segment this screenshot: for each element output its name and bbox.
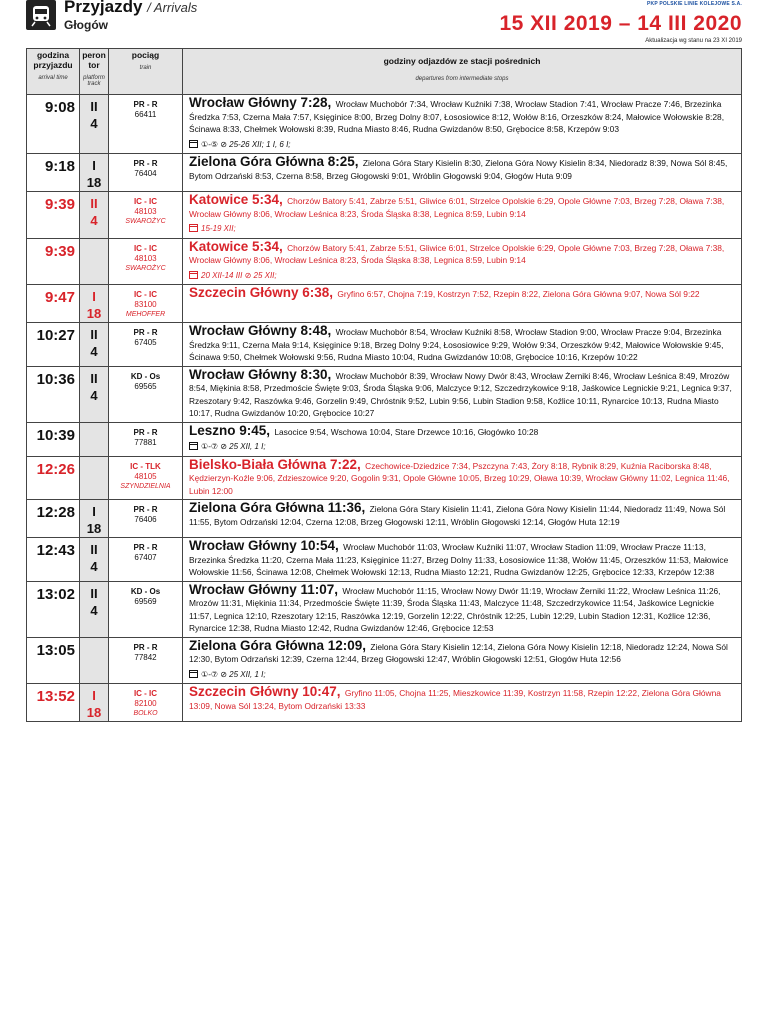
platform-cell — [80, 538, 109, 582]
origin-station: Wrocław Główny 8:30, — [189, 366, 332, 382]
page-header — [0, 0, 768, 48]
stops-cell — [183, 422, 742, 456]
train-category: PR - R — [133, 328, 158, 337]
train-category: IC - IC — [133, 197, 158, 206]
table-row — [27, 637, 742, 684]
operating-days-text: 15-19 XII; — [201, 224, 236, 233]
arrival-time: 9:39 — [27, 238, 80, 285]
column-header-time-pl: godzina przyjazdu — [33, 50, 73, 70]
train-number: 48105 — [134, 471, 157, 481]
train-cell — [109, 285, 183, 323]
column-header-stops-en: departures from intermediate stops — [415, 75, 509, 82]
column-header-stops — [183, 49, 742, 95]
origin-station: Wrocław Główny 7:28, — [189, 95, 332, 110]
train-cell — [109, 637, 183, 684]
train-cell — [109, 154, 183, 192]
track-number: 4 — [90, 213, 98, 228]
platform-number: I — [92, 688, 96, 703]
table-row — [27, 456, 742, 500]
operating-days-text: ①-⑦ ⊘ 25 XII, 1 I; — [201, 442, 266, 451]
intermediate-stops: Gryfino 6:57, Chojna 7:19, Kostrzyn 7:52, Rzepin 8:22, Zielona Góra Główna 9:07, Nowa Sól 9:22 — [337, 289, 700, 299]
train-cell — [109, 684, 183, 722]
train-cell — [109, 238, 183, 285]
train-name: SWAROŻYC — [125, 218, 166, 225]
platform-number: II — [90, 585, 98, 601]
table-row — [27, 500, 742, 538]
intermediate-stops: Wrocław Muchobór 11:15, Wrocław Nowy Dwór 11:19, Wrocław Żerniki 11:22, Wrocław Leśnica 11:26, Mrozów 11:31, Miękinia 11:34, Przedmoście Święte 11:39, Środa Śląska 11:43, Malczyce 11:48, Szczedrzykowice 11:54, Jaśkowice Legnickie 11:57, Legnica 12:10, Rzeszotary 12:15, Raszówka 12:19, Gorzelin 12:22, Chróstnik 12:25, Lubin 12:29, Lubin Stadion 12:31, Koźlice 12:36, Rynarcice 12:38, Rudna Miasto 12:42, Rudna Gwizdanów 12:46, Grębocice 12:53 — [189, 585, 721, 633]
arrival-time: 12:43 — [27, 538, 80, 582]
track-number: 18 — [86, 175, 102, 190]
platform-cell — [80, 366, 109, 422]
arrival-time: 10:27 — [27, 323, 80, 367]
platform-cell — [80, 581, 109, 637]
train-cell — [109, 366, 183, 422]
arrival-time: 12:28 — [27, 500, 80, 538]
origin-station: Zielona Góra Główna 11:36, — [189, 500, 366, 515]
origin-station: Leszno 9:45, — [189, 422, 271, 438]
train-category: PR - R — [133, 543, 158, 552]
title-text: Przyjazdy — [64, 0, 143, 16]
table-row — [27, 192, 742, 239]
update-note: Aktualizacja wg stanu na 23 XI 2019 — [645, 38, 742, 44]
platform-number: I — [92, 504, 96, 519]
track-number: 18 — [86, 306, 102, 321]
origin-station: Zielona Góra Główna 12:09, — [189, 637, 367, 653]
intermediate-stops: Wrocław Muchobór 11:03, Wrocław Kuźniki 11:07, Wrocław Stadion 11:09, Wrocław Pracze 11:13, Brzezinka Średzka 11:20, Czerna Mała 11:23, Księginice 11:27, Brzeg Dolny 11:33, Łososiowice 11:38, Wołów 11:45, Orzeszków 11:53, Małowice Wołowskie 11:56, Ścinawa 12:08, Chełmek Wołowski 12:13, Rudna Miasto 12:21, Rudna Gwizdanów 12:25, Grębocice 12:33, Krzepów 12:38 — [189, 542, 729, 577]
calendar-icon — [189, 140, 198, 148]
platform-cell — [80, 637, 109, 684]
operating-days-note — [189, 441, 737, 454]
train-name: SZYNDZIELNIA — [120, 482, 171, 490]
train-number: 48103 — [134, 253, 157, 263]
train-number: 69565 — [134, 381, 157, 391]
origin-station: Katowice 5:34, — [189, 238, 283, 254]
title-subtitle: / Arrivals — [147, 0, 198, 15]
timetable-body — [27, 95, 742, 722]
operating-days-text: 20 XII-14 III ⊘ 25 XII; — [201, 270, 277, 280]
origin-station: Wrocław Główny 11:07, — [189, 581, 339, 597]
stops-cell — [183, 637, 742, 684]
origin-station: Bielsko-Biała Główna 7:22, — [189, 456, 361, 472]
platform-cell — [80, 192, 109, 239]
train-number: 67405 — [134, 338, 157, 347]
platform-cell — [80, 456, 109, 500]
train-cell — [109, 422, 183, 456]
arrival-time: 9:47 — [27, 285, 80, 323]
table-row — [27, 238, 742, 285]
train-number: 82100 — [134, 699, 157, 708]
track-number: 18 — [86, 521, 102, 536]
column-header-platform-pl: peron tor — [82, 50, 106, 70]
train-name: SWAROŻYC — [125, 264, 166, 272]
train-cell — [109, 323, 183, 367]
arrivals-timetable — [26, 48, 742, 722]
platform-number: II — [90, 327, 98, 342]
platform-number: I — [92, 289, 96, 304]
train-category: KD - Os — [130, 586, 161, 596]
arrival-time: 12:26 — [27, 456, 80, 500]
intermediate-stops: Wrocław Muchobór 8:54, Wrocław Kuźniki 8:58, Wrocław Stadion 9:00, Wrocław Pracze 9:04, Brzezinka Średzka 9:11, Czerna Mała 9:14, Księginice 9:18, Brzeg Dolny 9:24, Łososiowice 9:29, Wołów 9:34, Orzeszków 9:42, Małowice Wołowskie 9:45, Ścinawa 9:50, Chełmek Wołowski 9:56, Rudna Miasto 10:04, Rudna Gwizdanów 10:08, Grębocice 10:16, Krzepów 10:22 — [189, 327, 724, 362]
page-title — [64, 0, 197, 17]
column-header-stops-pl: godziny odjazdów ze stacji pośrednich — [383, 56, 541, 66]
calendar-icon — [189, 442, 198, 450]
train-category: IC - TLK — [130, 461, 161, 471]
arrival-time: 13:05 — [27, 637, 80, 684]
timetable-header-row — [27, 49, 742, 95]
train-number: 76406 — [134, 515, 157, 524]
arrival-time: 13:02 — [27, 581, 80, 637]
platform-cell — [80, 500, 109, 538]
operating-days-text: ①-⑦ ⊘ 25 XII, 1 I; — [201, 669, 266, 679]
track-number: 18 — [86, 705, 102, 720]
table-row — [27, 366, 742, 422]
stops-cell — [183, 581, 742, 637]
train-number: 77842 — [134, 652, 157, 662]
platform-cell — [80, 154, 109, 192]
train-number: 67407 — [134, 553, 157, 562]
train-cell — [109, 456, 183, 500]
platform-number: II — [90, 542, 98, 557]
operating-days-note — [189, 223, 737, 236]
column-header-platform — [80, 49, 109, 95]
train-cell — [109, 95, 183, 154]
platform-number: II — [90, 196, 98, 211]
track-number: 4 — [90, 344, 98, 359]
stops-cell — [183, 684, 742, 722]
train-number: 48103 — [134, 207, 157, 216]
operating-days-note — [189, 270, 737, 283]
train-number: 76404 — [134, 169, 157, 178]
operator-name: PKP POLSKIE LINIE KOLEJOWE S.A. — [646, 1, 742, 7]
arrival-time: 9:08 — [27, 95, 80, 154]
column-header-train-en: train — [139, 64, 152, 71]
track-number: 4 — [90, 387, 98, 403]
train-number: 69569 — [134, 596, 157, 606]
intermediate-stops: Lasocice 9:54, Wschowa 10:04, Stare Drzewce 10:16, Głogówko 10:28 — [274, 426, 539, 437]
train-cell — [109, 538, 183, 582]
stops-cell — [183, 323, 742, 367]
arrival-time: 9:18 — [27, 154, 80, 192]
intermediate-stops: Czechowice-Dziedzice 7:34, Pszczyna 7:43, Żory 8:18, Rybnik 8:29, Kuźnia Raciborska 8:48, Kędzierzyn-Koźle 9:06, Zdzieszowice 9:20, Gogolin 9:31, Opole Główne 10:05, Brzeg 10:29, Oława 10:39, Wrocław Główny 11:02, Legnica 11:46, Lubin 12:00 — [189, 460, 730, 496]
operating-days-note — [189, 139, 737, 152]
train-category: IC - IC — [133, 243, 158, 253]
column-header-time-en: arrival time — [38, 74, 68, 81]
arrival-time: 9:39 — [27, 192, 80, 239]
stops-cell — [183, 95, 742, 154]
stops-cell — [183, 366, 742, 422]
train-cell — [109, 581, 183, 637]
calendar-icon — [189, 224, 198, 232]
origin-station: Szczecin Główny 6:38, — [189, 285, 334, 300]
column-header-train-pl: pociąg — [131, 50, 160, 60]
track-number: 4 — [90, 602, 98, 618]
column-header-train — [109, 49, 183, 95]
validity-date-range: 15 XII 2019 – 14 III 2020 — [499, 12, 742, 35]
train-name: MEHOFFER — [125, 311, 166, 318]
intermediate-stops: Chorzów Batory 5:41, Zabrze 5:51, Gliwice 6:01, Strzelce Opolskie 6:29, Opole Główne 7:03, Brzeg 7:28, Oława 7:38, Wrocław Główny 8:06, Wrocław Leśnica 8:23, Środa Śląska 8:38, Legnica 8:59, Lubin 9:14 — [189, 242, 725, 265]
table-row — [27, 684, 742, 722]
origin-station: Wrocław Główny 8:48, — [189, 323, 332, 338]
platform-number: II — [90, 370, 98, 386]
train-category: PR - R — [133, 642, 158, 652]
stops-cell — [183, 500, 742, 538]
table-row — [27, 581, 742, 637]
origin-station: Katowice 5:34, — [189, 192, 283, 207]
calendar-icon — [189, 271, 198, 279]
stops-cell — [183, 285, 742, 323]
origin-station: Zielona Góra Główna 8:25, — [189, 154, 359, 169]
intermediate-stops: Wrocław Muchobór 7:34, Wrocław Kuźniki 7:38, Wrocław Stadion 7:41, Wrocław Pracze 7:46, Brzezinka Średzka 7:53, Czerna Mała 7:57, Księginice 8:00, Brzeg Dolny 8:07, Łososiowice 8:12, Wołów 8:16, Orzeszków 8:24, Małowice Wołowskie 8:28, Ścinawa 8:33, Chełmek Wołowski 8:39, Rudna Miasto 8:46, Rudna Gwizdanów 8:50, Grębocice 8:58, Krzepów 9:03 — [189, 99, 725, 134]
train-category: PR - R — [133, 100, 158, 109]
arrival-time: 10:39 — [27, 422, 80, 456]
table-row — [27, 323, 742, 367]
column-header-time — [27, 49, 80, 95]
platform-number: I — [92, 158, 96, 173]
table-row — [27, 154, 742, 192]
arrival-time: 13:52 — [27, 684, 80, 722]
track-number: 4 — [90, 116, 98, 131]
origin-station: Szczecin Główny 10:47, — [189, 684, 341, 699]
platform-cell — [80, 238, 109, 285]
stops-cell — [183, 192, 742, 239]
train-number: 83100 — [134, 300, 157, 309]
train-category: KD - Os — [130, 371, 161, 381]
train-cell — [109, 192, 183, 239]
intermediate-stops: Zielona Góra Stary Kisielin 11:41, Zielona Góra Nowy Kisielin 11:44, Niedoradz 11:49, Nowa Sól 11:55, Bytom Odrzański 12:04, Czerna 12:08, Brzeg Głogowski 12:11, Wróblin Głogowski 12:14, Głogów Huta 12:19 — [189, 504, 726, 527]
stops-cell — [183, 238, 742, 285]
stops-cell — [183, 538, 742, 582]
train-name: BOLKO — [133, 710, 158, 717]
platform-cell — [80, 95, 109, 154]
train-category: IC - IC — [133, 689, 158, 698]
train-logo-icon — [26, 0, 56, 30]
train-category: PR - R — [133, 427, 158, 437]
intermediate-stops: Gryfino 11:05, Chojna 11:25, Mieszkowice 11:39, Kostrzyn 11:58, Rzepin 12:22, Zielona Góra Główna 13:09, Nowa Sól 13:24, Bytom Odrzański 13:33 — [189, 688, 721, 711]
intermediate-stops: Zielona Góra Stary Kisielin 8:30, Zielona Góra Nowy Kisielin 8:34, Niedoradz 8:39, Nowa Sól 8:45, Bytom Odrzański 8:53, Czerna 8:58, Brzeg Głogowski 9:01, Wróblin Głogowski 9:04, Głogów Huta 9:09 — [189, 158, 728, 181]
platform-number: II — [90, 99, 98, 114]
train-category: PR - R — [133, 159, 158, 168]
column-header-platform-en: platform track — [83, 74, 105, 88]
table-row — [27, 285, 742, 323]
train-number: 66411 — [134, 110, 157, 119]
track-number: 4 — [90, 559, 98, 574]
operating-days-text: ①-⑤ ⊘ 25-26 XII; 1 I, 6 I; — [201, 139, 291, 149]
intermediate-stops: Chorzów Batory 5:41, Zabrze 5:51, Gliwice 6:01, Strzelce Opolskie 6:29, Opole Główne 7:03, Brzeg 7:28, Oława 7:38, Wrocław Główny 8:06, Wrocław Leśnica 8:23, Środa Śląska 8:38, Legnica 8:59, Lubin 9:14 — [189, 196, 725, 219]
platform-cell — [80, 422, 109, 456]
table-row — [27, 95, 742, 154]
table-row — [27, 538, 742, 582]
platform-cell — [80, 323, 109, 367]
intermediate-stops: Zielona Góra Stary Kisielin 12:14, Zielona Góra Nowy Kisielin 12:18, Niedoradz 12:24, Nowa Sól 12:30, Bytom Odrzański 12:39, Czerna 12:44, Brzeg Głogowski 12:47, Wróblin Głogowski 12:51, Głogów Huta 12:56 — [189, 641, 728, 664]
train-number: 77881 — [134, 437, 157, 447]
origin-station: Wrocław Główny 10:54, — [189, 538, 339, 553]
platform-cell — [80, 285, 109, 323]
intermediate-stops: Wrocław Muchobór 8:39, Wrocław Nowy Dwór 8:43, Wrocław Żerniki 8:46, Wrocław Leśnica 8:49, Mrozów 8:54, Miękinia 8:58, Przedmoście Święte 9:03, Środa Śląska 9:06, Malczyce 9:12, Szczedrzykowice 9:18, Jaśkowice Legnickie 9:21, Legnica 9:37, Rzeszotary 9:42, Raszówka 9:46, Gorzelin 9:49, Chróstnik 9:52, Lubin 9:56, Lubin Stadion 9:58, Koźlice 10:11, Rynarcice 10:13, Rudna Miasto 10:17, Rudna Gwizdanów 10:20, Grębocice 10:27 — [189, 370, 732, 418]
stops-cell — [183, 154, 742, 192]
stops-cell — [183, 456, 742, 500]
train-category: IC - IC — [133, 290, 158, 299]
platform-cell — [80, 684, 109, 722]
station-name: Głogów — [64, 18, 108, 32]
operating-days-note — [189, 669, 737, 682]
train-cell — [109, 500, 183, 538]
arrival-time: 10:36 — [27, 366, 80, 422]
table-row — [27, 422, 742, 456]
train-category: PR - R — [133, 505, 158, 514]
calendar-icon — [189, 670, 198, 678]
